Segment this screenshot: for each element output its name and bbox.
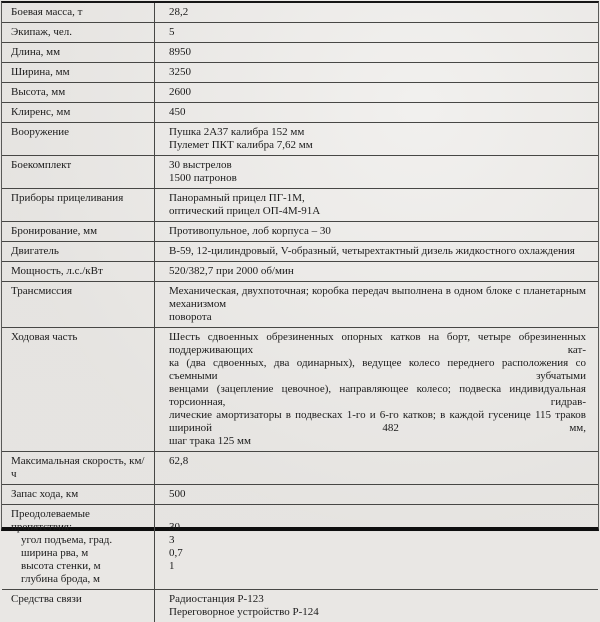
row-label: Преодолеваемые препятствия: (11, 508, 148, 534)
row-value-cell (155, 452, 598, 484)
table-row (2, 505, 598, 590)
value-line: Панорамный прицел ПГ-1М, (169, 192, 586, 205)
row-label-cell (2, 189, 155, 221)
table-row (2, 485, 598, 505)
row-label-cell (2, 505, 155, 589)
table-row (2, 156, 598, 189)
row-value-cell (155, 189, 598, 221)
row-label: Мощность, л.с./кВт (11, 265, 148, 278)
table-row (2, 222, 598, 242)
value-line: Механическая, двухпоточная; коробка передач выполнена в одном блоке с планетарным механизмом (169, 285, 586, 311)
row-label-cell (2, 123, 155, 155)
sub-value: 1 (169, 560, 586, 573)
row-label-cell (2, 3, 155, 22)
row-label: Средства связи (11, 593, 148, 606)
spec-table (1, 1, 599, 531)
value-line: 30 выстрелов (169, 159, 586, 172)
row-value-cell (155, 83, 598, 102)
value-line: 1500 патронов (169, 172, 586, 185)
value-line: шаг трака 125 мм (169, 435, 586, 448)
row-label-cell (2, 23, 155, 42)
row-label-cell (2, 83, 155, 102)
row-value-cell (155, 23, 598, 42)
table-row (2, 43, 598, 63)
row-label-cell (2, 328, 155, 451)
row-label: Клиренс, мм (11, 106, 148, 119)
table-row (2, 282, 598, 328)
sub-value: 0,7 (169, 547, 586, 560)
value-line: Шесть сдвоенных обрезиненных опорных катков на борт, четыре обрезиненных поддерживающих кат- (169, 331, 586, 357)
row-value-cell (155, 156, 598, 188)
row-value-cell (155, 103, 598, 122)
value-line: 3250 (169, 66, 586, 79)
row-label: Ширина, мм (11, 66, 148, 79)
table-row (2, 242, 598, 262)
row-value-cell (155, 3, 598, 22)
sub-label: ширина рва, м (11, 547, 148, 560)
row-label: Боекомплект (11, 159, 148, 172)
row-label: Бронирование, мм (11, 225, 148, 238)
value-line: 2600 (169, 86, 586, 99)
sub-label: угол подъема, град. (11, 534, 148, 547)
value-line: В-59, 12-цилиндровый, V-образный, четырехтактный дизель жидкостного охлаждения (169, 245, 586, 258)
value-line: 62,8 (169, 455, 586, 468)
table-row (2, 189, 598, 222)
row-label-cell (2, 156, 155, 188)
table-row (2, 103, 598, 123)
row-label-cell (2, 485, 155, 504)
row-label: Вооружение (11, 126, 148, 139)
value-line: 450 (169, 106, 586, 119)
sub-value: 30 (169, 521, 586, 534)
row-value-cell (155, 262, 598, 281)
sub-value: 3 (169, 534, 586, 547)
row-label-cell (2, 63, 155, 82)
row-label-cell (2, 282, 155, 327)
value-line: Противопульное, лоб корпуса – 30 (169, 225, 586, 238)
table-row (2, 452, 598, 485)
table-row (2, 123, 598, 156)
value-line: 520/382,7 при 2000 об/мин (169, 265, 586, 278)
row-value-cell (155, 505, 598, 589)
row-label: Длина, мм (11, 46, 148, 59)
value-line: Пушка 2А37 калибра 152 мм (169, 126, 586, 139)
row-value-cell (155, 123, 598, 155)
value-line: оптический прицел ОП-4М-91А (169, 205, 586, 218)
row-value-cell (155, 282, 598, 327)
value-line: лические амортизаторы в подвесках 1-го и 6-го катков; в каждой гусенице 115 траков шириной 482 мм, (169, 409, 586, 435)
row-value-cell (155, 242, 598, 261)
value-line: 8950 (169, 46, 586, 59)
sub-label: высота стенки, м (11, 560, 148, 573)
value-line: Переговорное устройство Р-124 (169, 606, 586, 619)
value-line: Пулемет ПКТ калибра 7,62 мм (169, 139, 586, 152)
value-line: поворота (169, 311, 586, 324)
table-row (2, 590, 598, 622)
row-label: Трансмиссия (11, 285, 148, 298)
row-label-cell (2, 452, 155, 484)
row-label: Экипаж, чел. (11, 26, 148, 39)
blank-line (169, 508, 586, 521)
value-line: 5 (169, 26, 586, 39)
sub-label: глубина брода, м (11, 573, 148, 586)
row-label-cell (2, 242, 155, 261)
row-value-cell (155, 485, 598, 504)
row-label: Приборы прицеливания (11, 192, 148, 205)
value-line: венцами (зацепление цевочное), направляющее колесо; подвеска индивидуальная торсионная, гидрав- (169, 383, 586, 409)
row-value-cell (155, 63, 598, 82)
row-label: Максимальная скорость, км/ч (11, 455, 148, 481)
table-row (2, 83, 598, 103)
row-label-cell (2, 43, 155, 62)
row-value-cell (155, 43, 598, 62)
row-value-cell (155, 222, 598, 241)
row-label: Запас хода, км (11, 488, 148, 501)
value-line: 28,2 (169, 6, 586, 19)
table-row (2, 262, 598, 282)
row-label: Двигатель (11, 245, 148, 258)
row-label-cell (2, 103, 155, 122)
table-row (2, 23, 598, 43)
row-label-cell (2, 222, 155, 241)
row-label: Высота, мм (11, 86, 148, 99)
row-label: Ходовая часть (11, 331, 148, 344)
value-line: 500 (169, 488, 586, 501)
value-line: Радиостанция Р-123 (169, 593, 586, 606)
row-label-cell (2, 262, 155, 281)
row-value-cell (155, 590, 598, 622)
table-row (2, 63, 598, 83)
row-label-cell (2, 590, 155, 622)
row-label: Боевая масса, т (11, 6, 148, 19)
table-row (2, 3, 598, 23)
row-value-cell (155, 328, 598, 451)
table-row (2, 328, 598, 452)
value-line: ка (два сдвоенных, два одинарных), ведущее колесо переднего расположения со съемными зубчатыми (169, 357, 586, 383)
